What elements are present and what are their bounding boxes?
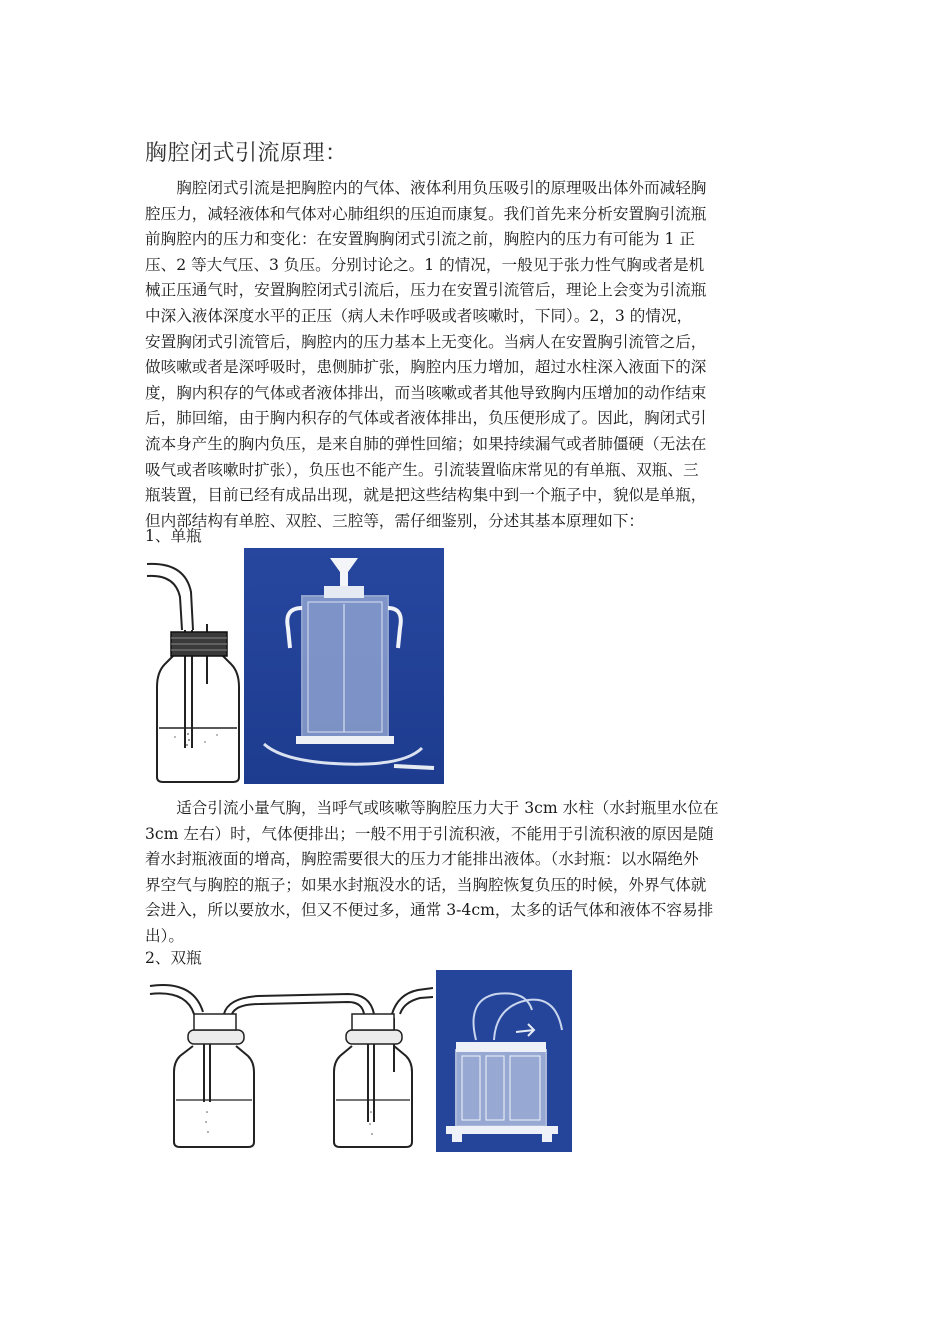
text-line: 界空气与胸腔的瓶子；如果水封瓶没水的话，当胸腔恢复负压的时候，外界气体就 — [145, 875, 707, 894]
text-line: 腔压力，减轻液体和气体对心肺组织的压迫而康复。我们首先来分析安置胸引流瓶 — [145, 204, 707, 223]
section-heading-single-bottle: 1、单瓶 — [145, 527, 202, 545]
text-line: 安置胸闭式引流管后，胸腔内的压力基本上无变化。当病人在安置胸引流管之后， — [145, 332, 707, 351]
text-line: 会进入，所以要放水，但又不便过多，通常 3-4cm，太多的话气体和液体不容易排 — [145, 901, 714, 920]
text-line: 适合引流小量气胸，当呼气或咳嗽等胸腔压力大于 3cm 水柱（水封瓶里水位在 — [145, 799, 719, 817]
text-line: 度，胸内积存的气体或者液体排出，而当咳嗽或者其他导致胸内压增加的动作结束 — [145, 383, 707, 402]
bottle1-stopper — [188, 1030, 244, 1044]
text-line: 3cm 左右）时，气体便排出；一般不用于引流积液，不能用于引流积液的原因是随 — [145, 824, 714, 843]
text-line: 出）。 — [145, 926, 184, 945]
text-line: 前胸腔内的压力和变化：在安置胸胸闭式引流之前，胸腔内的压力有可能为 1 正 — [145, 230, 696, 249]
text-line: 吸气或者咳嗽时扩张），负压也不能产生。引流装置临床常见的有单瓶、双瓶、三 — [145, 460, 699, 479]
text-line: 做咳嗽或者是深呼吸时，患侧肺扩张，胸腔内压力增加，超过水柱深入液面下的深 — [145, 358, 707, 377]
text-line: 中深入液体深度水平的正压（病人未作呼吸或者咳嗽时，下同）。2，3 的情况， — [145, 306, 693, 325]
double-bottle-product-photo — [436, 970, 572, 1152]
single-bottle-product-photo — [244, 548, 444, 784]
text-line: 瓶装置，目前已经有成品出现，就是把这些结构集中到一个瓶子中，貌似是单瓶， — [145, 486, 707, 505]
intro-paragraph — [145, 176, 810, 534]
section-heading-double-bottle: 2、双瓶 — [145, 949, 202, 967]
text-line: 后，肺回缩，由于胸内积存的气体或者液体排出，负压便形成了。因此，胸闭式引 — [145, 409, 707, 428]
text-line: 压、2 等大气压、3 负压。分别讨论之。1 的情况，一般见于张力性气胸或者是机 — [145, 255, 705, 274]
single-bottle-diagram — [145, 552, 245, 784]
double-bottle-diagram — [148, 972, 433, 1150]
text-line: 械正压通气时，安置胸腔闭式引流后，压力在安置引流管后，理论上会变为引流瓶 — [145, 281, 707, 300]
text-line: 流本身产生的胸内负压，是来自肺的弹性回缩；如果持续漏气或者肺僵硬（无法在 — [145, 434, 707, 453]
bottle2-stopper — [346, 1030, 402, 1044]
page-title: 胸腔闭式引流原理： — [145, 141, 348, 166]
text-line: 但内部结构有单腔、双腔、三腔等，需仔细鉴别，分述其基本原理如下： — [145, 511, 645, 530]
text-line: 胸腔闭式引流是把胸腔内的气体、液体利用负压吸引的原理吸出体外而减轻胸 — [145, 179, 707, 197]
text-line: 着水封瓶液面的增高，胸腔需要很大的压力才能排出液体。（水封瓶：以水隔绝外 — [145, 850, 699, 869]
single-bottle-paragraph — [145, 796, 810, 950]
